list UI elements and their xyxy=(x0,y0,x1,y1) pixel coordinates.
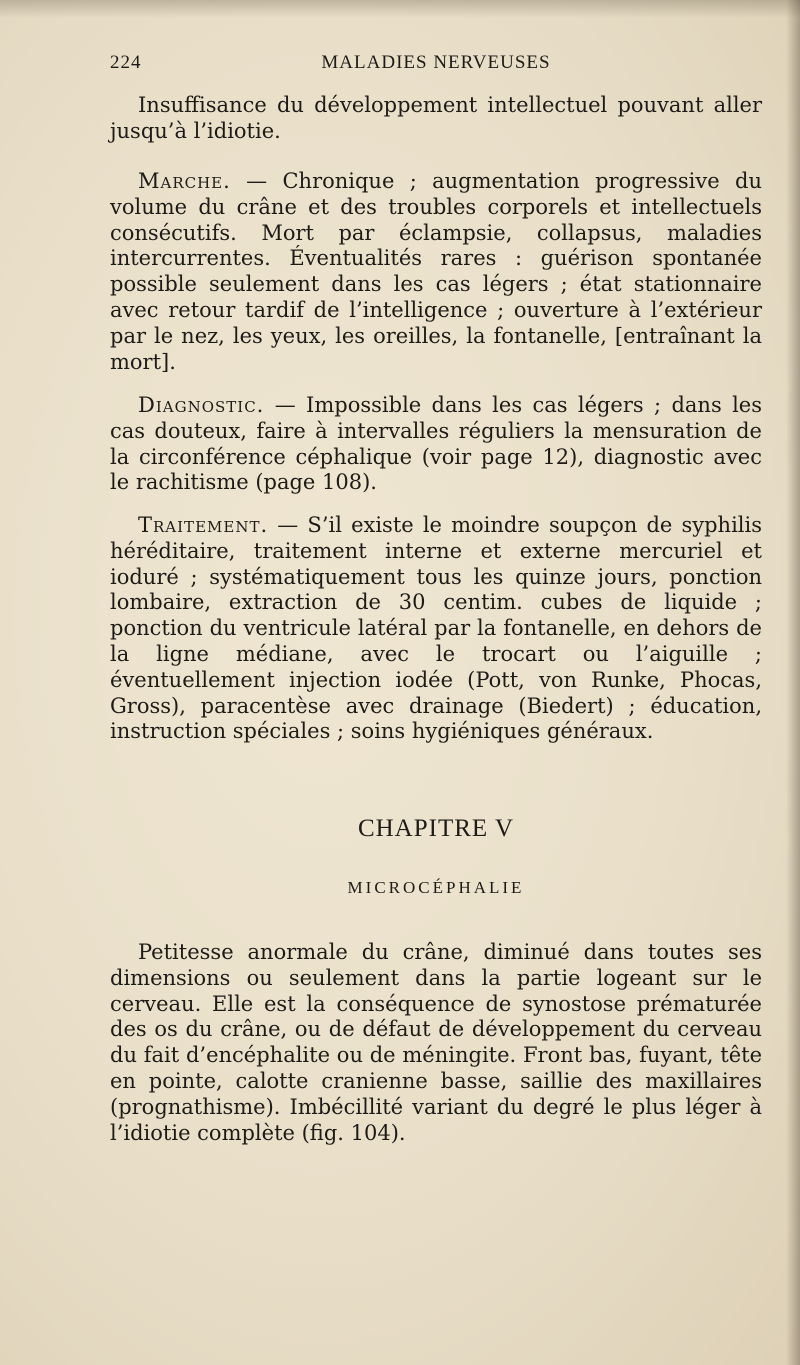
chapter-title: MICROCÉPHALIE xyxy=(347,878,525,897)
running-title: MALADIES NERVEUSES xyxy=(321,52,551,73)
page-number: 224 xyxy=(110,52,142,73)
section-label-marche: Marche. xyxy=(138,169,231,193)
paragraph-marche xyxy=(110,169,762,375)
page-header xyxy=(110,52,762,78)
paragraph-microcephalie: Petitesse anormale du crâne, diminué dans toutes ses dimensions ou seulement dans la partie logeant sur le cerveau. Elle est la conséquence de synostose prématurée des os du crâne, ou de défaut de développement du cerveau du fait d’encéphalite ou de méningite. Front bas, fuyant, tête en pointe, calotte cranienne basse, saillie des maxillaires (prognathisme). Imbécillité variant du degré le plus léger à l’idiotie complète (fig. 104). xyxy=(110,940,762,1145)
chapter-number: CHAPITRE V xyxy=(357,815,515,842)
section-label-traitement: Traitement. xyxy=(138,513,269,537)
paragraph-traitement xyxy=(110,513,762,745)
section-text-traitement: — S’il existe le moindre soupçon de syphilis héréditaire, traitement interne et externe mercuriel et ioduré ; systématiquement tous les quinze jours, ponction lombaire, extraction de 30 centim. cubes de liquide ; ponction du ventricule latéral par la fontanelle, en dehors de la ligne médiane, avec le trocart ou l’aiguille ; éventuellement injection iodée (Pott, von Runke, Phocas, Gross), paracentèse avec drainage (Biedert) ; éducation, instruction spéciales ; soins hygiéniques généraux. xyxy=(110,513,762,744)
section-label-diagnostic: Diagnostic. xyxy=(138,393,265,417)
page-right-shadow xyxy=(786,0,800,1365)
page-top-shadow xyxy=(0,0,800,18)
section-text-marche: — Chronique ; augmentation progressive du volume du crâne et des troubles corporels et intellectuels consécutifs. Mort par éclampsie, collapsus, maladies intercurrentes. Éventualités rares : guérison spontanée possible seulement dans les cas légers ; état stationnaire avec retour tardif de l’intelligence ; ouverture à l’extérieur par le nez, les yeux, les oreilles, la fontanelle, [entraînant la mort]. xyxy=(110,169,762,374)
section-text-diagnostic: — Impossible dans les cas légers ; dans les cas douteux, faire à intervalles réguliers la mensuration de la circonférence céphalique (voir page 12), diagnostic avec le rachitisme (page 108). xyxy=(110,393,762,495)
paragraph-intro: Insuffisance du développement intellectuel pouvant aller jusqu’à l’idiotie. xyxy=(110,93,762,143)
paragraph-diagnostic xyxy=(110,393,762,496)
